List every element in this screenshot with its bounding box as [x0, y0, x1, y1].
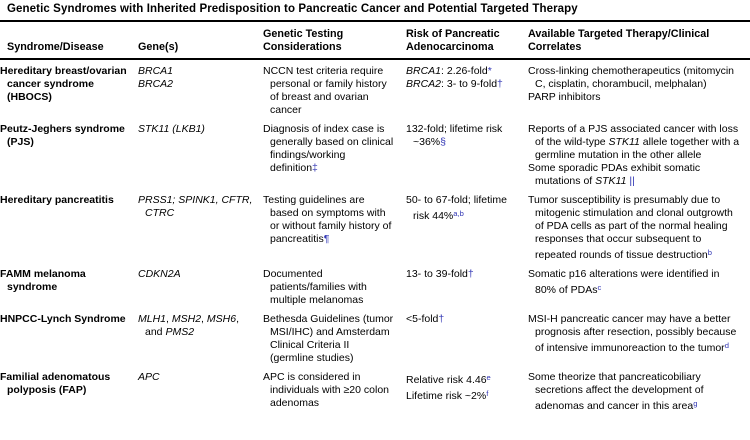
cell-risk: 132-fold; lifetime risk ~36%§ — [406, 123, 503, 148]
cell-therapy: Cross-linking chemotherapeutics (mitomycin C, cisplatin, chorambucil, melphalan) PARP inhibitors — [528, 65, 734, 103]
cell-therapy: MSI-H pancreatic cancer may have a better prognosis after resection, possibly because of intensive immunoreaction to the tumor$^d$ — [528, 313, 737, 355]
cell-genes: MLH1, MSH2, MSH6, and PMS2 — [138, 313, 239, 339]
cell-genes: CDKN2A — [138, 268, 181, 281]
cell-genes: PRSS1; SPINK1, CFTR, CTRC — [138, 194, 253, 219]
cell-therapy: Some theorize that pancreaticobiliary secretions affect the development of adenomas and cancer in this area$^g$ — [528, 371, 704, 413]
cell-risk: BRCA1: 2.26-fold* BRCA2: 3- to 9-fold† — [406, 65, 503, 90]
col-header-testing: Genetic Testing Considerations — [263, 22, 406, 59]
cell-syndrome: Hereditary breast/ovarian cancer syndrome (HBOCS) — [0, 65, 127, 103]
cell-risk: Relative risk 4.46e Lifetime risk ~2%$^f$ — [406, 373, 491, 403]
col-header-therapy: Available Targeted Therapy/Clinical Correlates — [528, 22, 750, 59]
cell-therapy: Reports of a PJS associated cancer with loss of the wild-type STK11 allele together with a germline mutation in the other allele Some sporadic PDAs exhibit somatic mutations of STK11 || — [528, 123, 740, 187]
cell-syndrome: Peutz-Jeghers syndrome (PJS) — [0, 123, 125, 148]
cell-risk: <5-fold† — [406, 313, 445, 326]
table-header-row — [0, 22, 750, 59]
cell-therapy: Somatic p16 alterations were identified in 80% of PDAs$^c$ — [528, 268, 720, 297]
table-row — [0, 308, 750, 366]
table-body — [0, 59, 750, 414]
cell-syndrome: FAMM melanoma syndrome — [0, 268, 86, 294]
col-header-syndrome: Syndrome/Disease — [0, 22, 138, 59]
cell-genes: APC — [138, 371, 160, 384]
table-row — [0, 263, 750, 308]
table-title: Genetic Syndromes with Inherited Predisposition to Pancreatic Cancer and Potential Targeted Therapy — [0, 0, 750, 22]
col-header-risk: Risk of Pancreatic Adenocarcinoma — [406, 22, 528, 59]
cell-risk: 13- to 39-fold† — [406, 268, 474, 281]
col-header-genes: Gene(s) — [138, 22, 263, 59]
cell-syndrome: HNPCC-Lynch Syndrome — [0, 313, 126, 326]
cell-risk: 50- to 67-fold; lifetime risk 44%$^{a,b}$ — [406, 194, 507, 223]
cell-therapy: Tumor susceptibility is presumably due to mitogenic stimulation and clonal outgrowth of PDA cells as part of the normal healing responses that occur subsequent to repeated rounds of tissue destruction$^b$ — [528, 194, 733, 262]
table-row — [0, 59, 750, 118]
cell-testing: APC is considered in individuals with ≥20 colon adenomas — [263, 371, 389, 410]
cell-syndrome: Hereditary pancreatitis — [0, 194, 114, 206]
cell-genes: BRCA1 BRCA2 — [138, 65, 174, 90]
cell-testing: Testing guidelines are based on symptoms with or without family history of pancreatitis¶ — [263, 194, 392, 245]
cell-testing: Documented patients/families with multiple melanomas — [263, 268, 367, 307]
cell-testing: Bethesda Guidelines (tumor MSI/IHC) and Amsterdam Clinical Criteria II (germline studies) — [263, 313, 394, 365]
table-row — [0, 118, 750, 189]
cell-testing: Diagnosis of index case is generally based on clinical findings/working definition‡ — [263, 123, 394, 174]
cell-syndrome: Familial adenomatous polyposis (FAP) — [0, 371, 111, 397]
cell-testing: NCCN test criteria require personal or family history of breast and ovarian cancer — [263, 65, 387, 116]
cell-genes: STK11 (LKB1) — [138, 123, 205, 135]
table-row — [0, 366, 750, 414]
table-row — [0, 189, 750, 263]
genetic-syndromes-table — [0, 22, 750, 414]
